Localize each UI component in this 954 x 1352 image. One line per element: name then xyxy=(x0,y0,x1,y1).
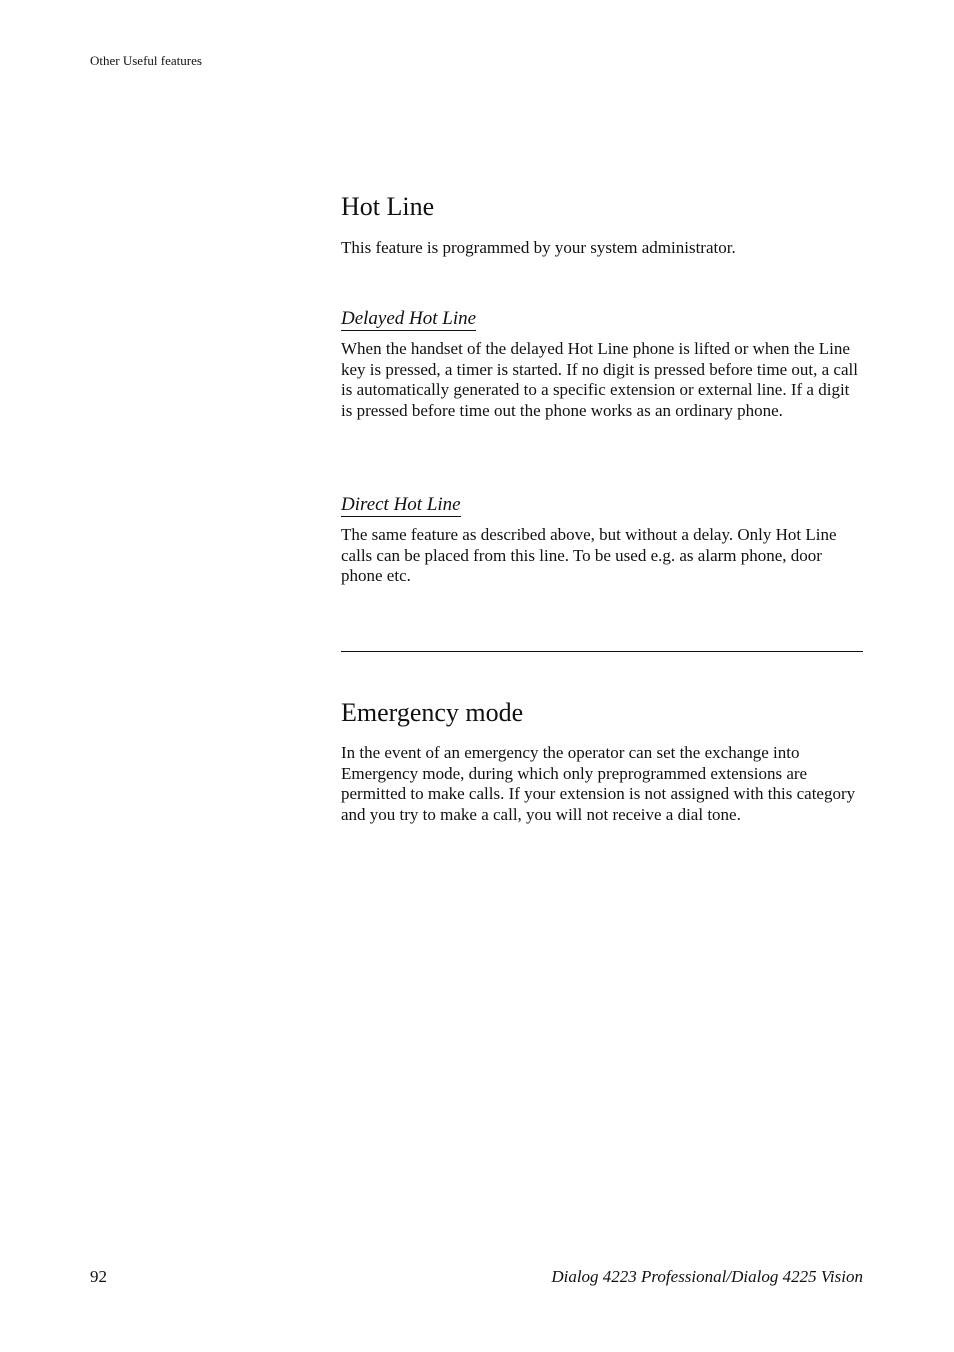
direct-hot-line-text: The same feature as described above, but without a delay. Only Hot Line calls can be placed from this line. To be used e.g. as alarm phone, door phone etc. xyxy=(341,525,837,585)
product-title: Dialog 4223 Professional/Dialog 4225 Vision xyxy=(551,1267,863,1286)
emergency-mode-title: Emergency mode xyxy=(341,698,524,727)
emergency-mode-section xyxy=(341,698,863,825)
page-number: 92 xyxy=(90,1267,107,1286)
direct-hot-line-title: Direct Hot Line xyxy=(341,494,461,515)
delayed-hot-line-section xyxy=(341,308,863,421)
section-divider xyxy=(341,651,863,652)
hot-line-title: Hot Line xyxy=(341,192,435,221)
hot-line-section xyxy=(341,192,863,259)
running-header: Other Useful features xyxy=(90,53,202,68)
delayed-hot-line-title: Delayed Hot Line xyxy=(341,308,477,329)
hot-line-intro: This feature is programmed by your system administrator. xyxy=(341,238,736,257)
delayed-hot-line-text: When the handset of the delayed Hot Line phone is lifted or when the Line key is pressed, a timer is started. If no digit is pressed before time out, a call is automatically generated to a specific extension or external line. If a digit is pressed before time out the phone works as an ordinary phone. xyxy=(341,339,858,420)
direct-hot-line-section xyxy=(341,494,863,587)
emergency-mode-text: In the event of an emergency the operator can set the exchange into Emergency mode, during which only preprogrammed extensions are permitted to make calls. If your extension is not assigned with this category and you try to make a call, you will not receive a dial tone. xyxy=(341,743,856,824)
